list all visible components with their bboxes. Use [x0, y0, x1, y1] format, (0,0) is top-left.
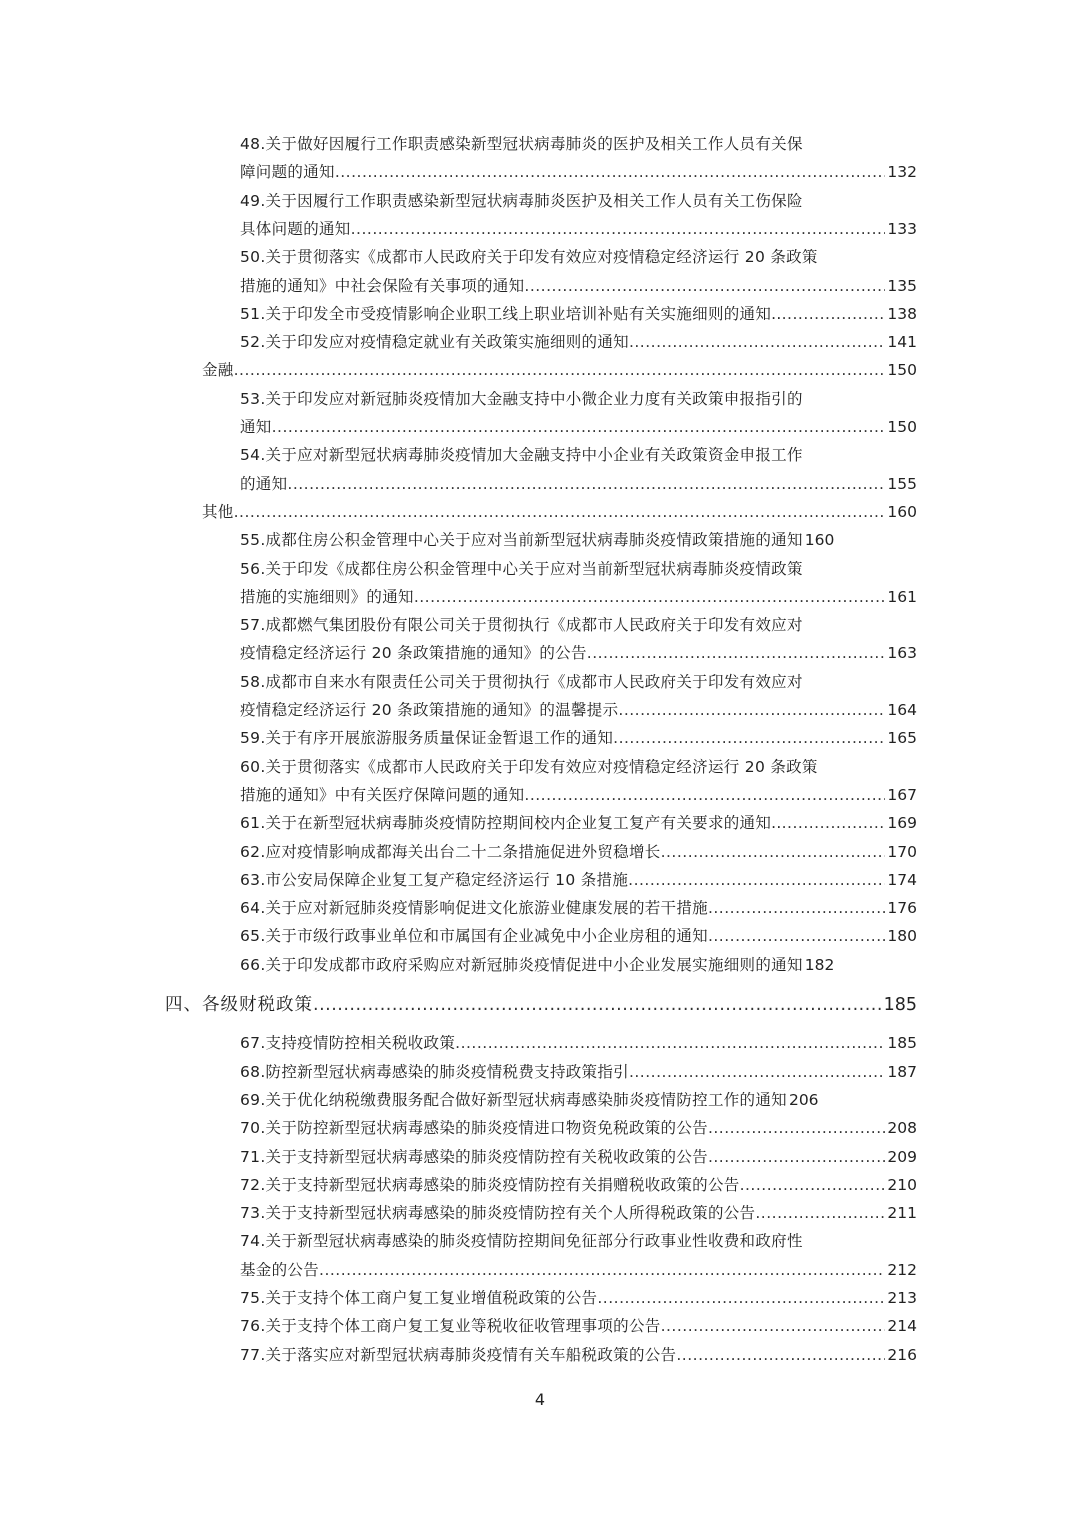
toc-entry-title-line: 58.成都市自来水有限责任公司关于贯彻执行《成都市人民政府关于印发有效应对	[240, 672, 803, 691]
toc-entry-title: 64.关于应对新冠肺炎疫情影响促进文化旅游业健康发展的若干措施	[240, 899, 708, 918]
toc-entry-title: 63.市公安局保障企业复工复产稳定经济运行 10 条措施	[240, 870, 629, 889]
toc-entry-title: 76.关于支持个体工商户复工复业等税收征收管理事项的公告	[240, 1317, 661, 1336]
toc-entry[interactable]	[240, 272, 917, 300]
toc-entry-title: 基金的公告	[240, 1260, 320, 1279]
toc-entry-title: 措施的通知》中有关医疗保障问题的通知	[240, 785, 525, 804]
toc-page-number: 138	[887, 304, 917, 323]
dot-leader	[613, 724, 885, 752]
toc-entry[interactable]	[240, 1284, 917, 1312]
toc-entry[interactable]	[240, 951, 942, 979]
toc-page-number: 160	[804, 531, 835, 550]
toc-entry-title: 其他	[202, 502, 234, 521]
dot-leader	[676, 1341, 885, 1369]
dot-leader	[234, 498, 886, 526]
dot-leader	[351, 215, 886, 243]
dot-leader	[319, 1256, 885, 1284]
toc-entry[interactable]	[240, 583, 917, 611]
toc-entry[interactable]	[240, 866, 917, 894]
toc-page-number: 211	[887, 1204, 917, 1223]
toc-entry[interactable]	[240, 781, 917, 809]
toc-entry-title: 52.关于印发应对疫情稳定就业有关政策实施细则的通知	[240, 333, 629, 352]
dot-leader	[629, 328, 885, 356]
toc-entry-title: 72.关于支持新型冠状病毒感染的肺炎疫情防控有关捐赠税收政策的公告	[240, 1175, 740, 1194]
toc-entry-title-line: 48.关于做好因履行工作职责感染新型冠状病毒肺炎的医护及相关工作人员有关保	[240, 135, 803, 153]
dot-leader	[234, 356, 886, 384]
dot-leader	[629, 1058, 885, 1086]
toc-entry-title: 66.关于印发成都市政府采购应对新冠肺炎疫情促进中小企业发展实施细则的通知	[240, 955, 803, 974]
toc-page-number: 169	[887, 814, 917, 833]
toc-entry-title: 67.支持疫情防控相关税收政策	[240, 1034, 456, 1053]
toc-entry-title: 55.成都住房公积金管理中心关于应对当前新型冠状病毒肺炎疫情政策措施的通知	[240, 531, 803, 550]
toc-entry[interactable]	[240, 838, 917, 866]
toc-page-number: 216	[887, 1345, 917, 1364]
toc-page-number: 180	[887, 927, 917, 946]
toc-entry-title: 59.关于有序开展旅游服务质量保证金暂退工作的通知	[240, 729, 614, 748]
toc-entry[interactable]	[240, 922, 917, 950]
toc-entry[interactable]	[240, 470, 917, 498]
toc-page-number: 155	[887, 474, 917, 493]
toc-entry[interactable]	[240, 1312, 917, 1340]
toc-entry[interactable]	[240, 1199, 917, 1227]
toc-entry-title-line: 74.关于新型冠状病毒感染的肺炎疫情防控期间免征部分行政事业性收费和政府性	[240, 1232, 803, 1251]
toc-entry-title-line: 54.关于应对新型冠状病毒肺炎疫情加大金融支持中小企业有关政策资金申报工作	[240, 446, 803, 465]
toc-page-number: 161	[887, 587, 917, 606]
dot-leader	[524, 781, 885, 809]
toc-entry[interactable]	[240, 1143, 917, 1171]
toc-entry[interactable]	[240, 894, 917, 922]
dot-leader	[755, 1199, 885, 1227]
toc-page-number: 185	[887, 1034, 917, 1053]
dot-leader	[661, 1312, 886, 1340]
toc-page-number: 135	[887, 276, 917, 295]
toc-entry-title: 具体问题的通知	[240, 219, 351, 238]
dot-leader	[597, 1284, 885, 1312]
dot-leader	[708, 922, 885, 950]
toc-entry-title: 69.关于优化纳税缴费服务配合做好新型冠状病毒感染肺炎疫情防控工作的通知	[240, 1090, 787, 1109]
toc-entry[interactable]	[240, 724, 917, 752]
toc-entry-title: 75.关于支持个体工商户复工复业增值税政策的公告	[240, 1289, 598, 1307]
dot-leader	[618, 696, 885, 724]
toc-page-number: 176	[887, 899, 917, 918]
page-number: 4	[534, 1390, 546, 1409]
toc-entry-title-line: 53.关于印发应对新冠肺炎疫情加大金融支持中小微企业力度有关政策申报指引的	[240, 389, 803, 408]
toc-page-number: 210	[887, 1175, 917, 1194]
toc-entry-title: 73.关于支持新型冠状病毒感染的肺炎疫情防控有关个人所得税政策的公告	[240, 1204, 756, 1223]
toc-page-number: 208	[887, 1119, 917, 1138]
dot-leader	[335, 158, 886, 186]
toc-entry-title: 62.应对疫情影响成都海关出台二十二条措施促进外贸稳增长	[240, 842, 661, 861]
toc-entry[interactable]	[240, 1114, 917, 1142]
toc-page-number: 185	[883, 995, 917, 1015]
toc-entry-title: 77.关于落实应对新型冠状病毒肺炎疫情有关车船税政策的公告	[240, 1345, 677, 1364]
toc-entry-title: 68.防控新型冠状病毒感染的肺炎疫情税费支持政策指引	[240, 1062, 629, 1081]
toc-entry[interactable]	[240, 1058, 917, 1086]
toc-entry[interactable]	[240, 1086, 942, 1114]
toc-entry[interactable]	[240, 1171, 917, 1199]
toc-entry[interactable]	[240, 1029, 917, 1057]
dot-leader	[414, 583, 886, 611]
dot-leader	[587, 639, 886, 667]
toc-entry[interactable]	[240, 526, 942, 554]
toc-entry-title: 四、各级财税政策	[165, 995, 313, 1015]
toc-page-number: 163	[887, 644, 917, 663]
dot-leader	[708, 1114, 885, 1142]
toc-page-number: 174	[887, 870, 917, 889]
dot-leader	[782, 300, 886, 328]
toc-entry-title-line: 56.关于印发《成都住房公积金管理中心关于应对当前新型冠状病毒肺炎疫情政策	[240, 559, 803, 578]
toc-entry-title: 51.关于印发全市受疫情影响企业职工线上职业培训补贴有关实施细则的通知..	[240, 304, 782, 323]
toc-entry-title: 通知	[240, 418, 272, 436]
dot-leader	[708, 1143, 885, 1171]
toc-section-heading[interactable]	[165, 991, 917, 1019]
toc-page-number: 165	[887, 729, 917, 748]
toc-entry-title: 疫情稳定经济运行 20 条政策措施的通知》的公告	[240, 644, 587, 663]
toc-page-number: 167	[887, 785, 917, 804]
toc-entry[interactable]	[240, 300, 917, 328]
toc-entry[interactable]	[240, 1341, 917, 1369]
dot-leader	[740, 1171, 886, 1199]
toc-entry-title-line: 57.成都燃气集团股份有限公司关于贯彻执行《成都市人民政府关于印发有效应对	[240, 616, 803, 635]
dot-leader	[313, 991, 882, 1019]
dot-leader	[708, 894, 885, 922]
toc-entry[interactable]	[240, 809, 917, 837]
toc-page-number: 133	[887, 219, 917, 238]
toc-page-number: 182	[804, 955, 835, 974]
toc-entry-title-line: 49.关于因履行工作职责感染新型冠状病毒肺炎医护及相关工作人员有关工伤保险	[240, 191, 803, 210]
dot-leader	[455, 1029, 885, 1057]
toc-entry[interactable]	[240, 215, 917, 243]
toc-page-number: 150	[887, 418, 917, 436]
toc-entry[interactable]	[240, 413, 917, 441]
dot-leader	[524, 272, 885, 300]
toc-entry-title: 措施的实施细则》的通知	[240, 587, 414, 606]
toc-entry[interactable]	[240, 1256, 917, 1284]
toc-entry[interactable]	[240, 158, 917, 186]
toc-page-number: 141	[887, 333, 917, 352]
toc-category[interactable]	[202, 356, 917, 384]
dot-leader	[628, 866, 885, 894]
toc-page-number: 150	[887, 361, 917, 380]
toc-entry-title: 71.关于支持新型冠状病毒感染的肺炎疫情防控有关税收政策的公告	[240, 1147, 708, 1166]
dot-leader	[661, 838, 886, 866]
toc-page-number: 160	[887, 502, 917, 521]
toc-page-number: 213	[887, 1289, 917, 1307]
toc-page-number: 209	[887, 1147, 917, 1166]
toc-entry[interactable]	[240, 639, 917, 667]
toc-entry-title: 障问题的通知	[240, 163, 335, 182]
toc-page-number: 170	[887, 842, 917, 861]
toc-page-number: 206	[788, 1090, 819, 1109]
toc-entry-title: 的通知	[240, 474, 288, 493]
toc-page-number: 187	[887, 1062, 917, 1081]
toc-entry-title: 措施的通知》中社会保险有关事项的通知	[240, 276, 525, 295]
toc-page-number: 164	[887, 701, 917, 719]
dot-leader	[287, 470, 885, 498]
toc-entry-title-line: 60.关于贯彻落实《成都市人民政府关于印发有效应对疫情稳定经济运行 20 条政策	[240, 757, 818, 776]
toc-entry[interactable]	[240, 696, 917, 724]
toc-page-number: 214	[887, 1317, 917, 1336]
toc-entry-title: 61.关于在新型冠状病毒肺炎疫情防控期间校内企业复工复产有关要求的通知..	[240, 814, 782, 833]
dot-leader	[782, 809, 886, 837]
toc-page-number: 212	[887, 1260, 917, 1279]
toc-entry-title: 70.关于防控新型冠状病毒感染的肺炎疫情进口物资免税政策的公告	[240, 1119, 708, 1138]
toc-category[interactable]	[202, 498, 917, 526]
toc-page-number: 132	[887, 163, 917, 182]
toc-entry-title: 金融	[202, 361, 234, 380]
toc-entry-title: 疫情稳定经济运行 20 条政策措施的通知》的温馨提示	[240, 701, 619, 719]
toc-entry-title: 65.关于市级行政事业单位和市属国有企业减免中小企业房租的通知	[240, 927, 708, 946]
toc-entry[interactable]	[240, 328, 917, 356]
dot-leader	[272, 413, 886, 441]
toc-entry-title-line: 50.关于贯彻落实《成都市人民政府关于印发有效应对疫情稳定经济运行 20 条政策	[240, 248, 818, 267]
